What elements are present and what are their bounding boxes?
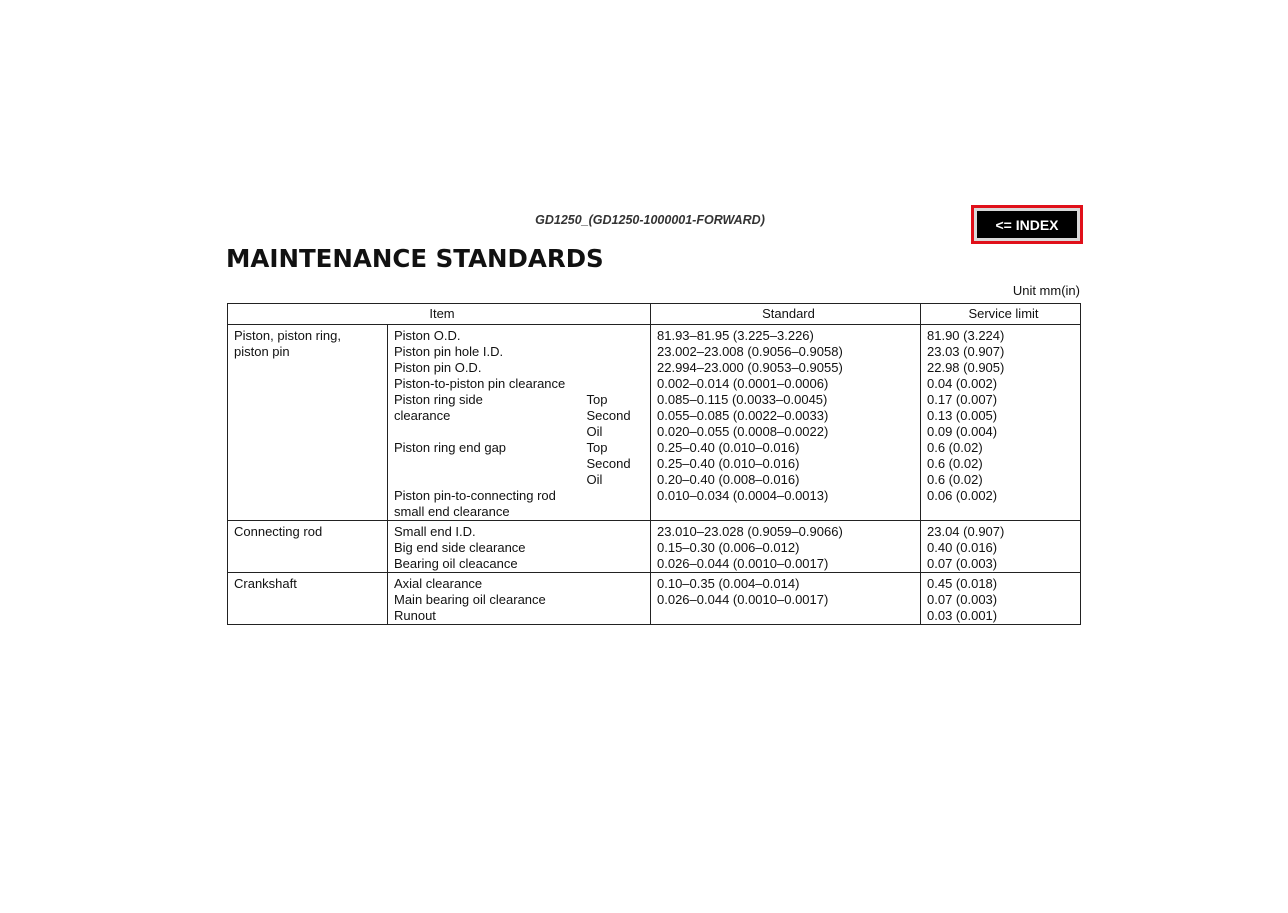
standard-cell: 0.010–0.034 (0.0004–0.0013): [651, 488, 921, 504]
standard-cell: 0.055–0.085 (0.0022–0.0033): [651, 408, 921, 424]
item-cell: Bearing oil cleacance: [388, 556, 581, 573]
item-cell: small end clearance: [388, 504, 581, 521]
item-cell: Main bearing oil clearance: [394, 592, 546, 607]
item-cell: Small end I.D.: [394, 524, 476, 539]
standard-cell: 23.010–23.028 (0.9059–0.9066): [651, 521, 921, 541]
table-row: [228, 556, 1081, 573]
table-row: [228, 392, 1081, 408]
category-cell: [228, 472, 388, 488]
category-cell: piston pin: [228, 344, 388, 360]
sub-item-cell: [581, 608, 651, 625]
category-cell: [228, 556, 388, 573]
item-cell: Piston pin hole I.D.: [394, 344, 504, 359]
standard-cell: 0.002–0.014 (0.0001–0.0006): [651, 376, 921, 392]
sub-item-cell: [581, 521, 651, 541]
item-cell: clearance: [394, 408, 451, 423]
category-cell: [228, 504, 388, 521]
standard-cell: 0.20–0.40 (0.008–0.016): [651, 472, 921, 488]
document-header: GD1250_(GD1250-1000001-FORWARD): [535, 213, 765, 227]
service-limit-cell: 0.45 (0.018): [921, 573, 1081, 593]
category-cell: [228, 540, 388, 556]
item-cell: Piston ring end gap: [394, 440, 507, 455]
table-row: [228, 360, 1081, 376]
item-cell: Piston O.D.: [394, 328, 461, 343]
sub-item-cell: [581, 504, 651, 521]
service-limit-cell: 0.03 (0.001): [921, 608, 1081, 625]
standard-cell: 0.026–0.044 (0.0010–0.0017): [651, 592, 921, 608]
column-header-standard: Standard: [651, 304, 921, 325]
page-title: MAINTENANCE STANDARDS: [226, 244, 604, 273]
sub-item-cell: Second: [586, 408, 631, 423]
standard-cell: 0.25–0.40 (0.010–0.016): [651, 440, 921, 456]
service-limit-cell: 0.04 (0.002): [921, 376, 1081, 392]
sub-item-cell: [581, 488, 651, 504]
table-row: [228, 573, 1081, 593]
category-cell: Connecting rod: [228, 521, 388, 541]
standard-cell: 22.994–23.000 (0.9053–0.9055): [651, 360, 921, 376]
table-row: [228, 376, 1081, 392]
item-cell: Piston pin O.D.: [394, 360, 482, 375]
item-cell: Big end side clearance: [394, 540, 526, 555]
service-limit-cell: 0.09 (0.004): [921, 424, 1081, 440]
category-cell: [228, 376, 388, 392]
table-row: [228, 325, 1081, 345]
table-row: [228, 504, 1081, 521]
table-row: [228, 424, 1081, 440]
index-button-label: <= INDEX: [977, 211, 1077, 238]
table-row: [228, 521, 1081, 541]
category-cell: [228, 456, 388, 472]
service-limit-cell: 0.6 (0.02): [921, 440, 1081, 456]
standard-cell: 0.085–0.115 (0.0033–0.0045): [651, 392, 921, 408]
table-row: [228, 440, 1081, 456]
sub-item-cell: Second: [586, 456, 631, 471]
item-cell: [388, 424, 581, 440]
service-limit-cell: 0.06 (0.002): [921, 488, 1081, 504]
sub-item-cell: [581, 344, 651, 360]
category-cell: [228, 592, 388, 608]
category-cell: [228, 392, 388, 408]
category-cell: [228, 408, 388, 424]
table-row: [228, 344, 1081, 360]
service-limit-cell: 0.17 (0.007): [921, 392, 1081, 408]
item-cell: Piston-to-piston pin clearance: [394, 376, 566, 391]
standard-cell: 81.93–81.95 (3.225–3.226): [651, 325, 921, 345]
sub-item-cell: [581, 540, 651, 556]
standard-cell: 0.026–0.044 (0.0010–0.0017): [651, 556, 921, 573]
category-cell: [228, 424, 388, 440]
item-cell: Piston pin-to-connecting rod: [394, 488, 556, 503]
standard-cell: 0.020–0.055 (0.0008–0.0022): [651, 424, 921, 440]
sub-item-cell: [581, 325, 651, 345]
sub-item-cell: [581, 556, 651, 573]
item-cell: Axial clearance: [394, 576, 483, 591]
service-limit-cell: [921, 504, 1081, 521]
service-limit-cell: 0.07 (0.003): [921, 592, 1081, 608]
sub-item-cell: Top: [586, 392, 608, 407]
category-cell: Crankshaft: [228, 573, 388, 593]
sub-item-cell: Top: [586, 440, 608, 455]
service-limit-cell: 0.13 (0.005): [921, 408, 1081, 424]
category-cell: [228, 440, 388, 456]
maintenance-standards-table: [227, 303, 1081, 625]
service-limit-cell: 0.6 (0.02): [921, 456, 1081, 472]
column-header-item: Item: [228, 304, 651, 325]
table-row: [228, 540, 1081, 556]
table-row: [228, 488, 1081, 504]
table-row: [228, 456, 1081, 472]
column-header-service-limit: Service limit: [921, 304, 1081, 325]
index-button[interactable]: [971, 205, 1083, 244]
sub-item-cell: [581, 360, 651, 376]
service-limit-cell: 0.07 (0.003): [921, 556, 1081, 573]
sub-item-cell: [581, 592, 651, 608]
table-body: [228, 325, 1081, 625]
item-cell: [388, 456, 581, 472]
service-limit-cell: 23.04 (0.907): [921, 521, 1081, 541]
standard-cell: [651, 608, 921, 625]
table-row: [228, 472, 1081, 488]
standard-cell: [651, 504, 921, 521]
category-cell: Piston, piston ring,: [228, 325, 388, 345]
category-cell: [228, 608, 388, 625]
category-cell: [228, 488, 388, 504]
table-row: [228, 592, 1081, 608]
service-limit-cell: 22.98 (0.905): [921, 360, 1081, 376]
sub-item-cell: [581, 376, 651, 392]
table-row: [228, 408, 1081, 424]
service-limit-cell: 81.90 (3.224): [921, 325, 1081, 345]
item-cell: Runout: [388, 608, 581, 625]
table-row: [228, 608, 1081, 625]
sub-item-cell: [581, 573, 651, 593]
item-cell: Piston ring side: [394, 392, 483, 407]
service-limit-cell: 0.6 (0.02): [921, 472, 1081, 488]
standard-cell: 23.002–23.008 (0.9056–0.9058): [651, 344, 921, 360]
item-cell: [388, 472, 581, 488]
sub-item-cell: Oil: [586, 472, 603, 487]
standard-cell: 0.25–0.40 (0.010–0.016): [651, 456, 921, 472]
standard-cell: 0.10–0.35 (0.004–0.014): [651, 573, 921, 593]
service-limit-cell: 23.03 (0.907): [921, 344, 1081, 360]
category-cell: [228, 360, 388, 376]
service-limit-cell: 0.40 (0.016): [921, 540, 1081, 556]
standard-cell: 0.15–0.30 (0.006–0.012): [651, 540, 921, 556]
unit-label: Unit mm(in): [1012, 283, 1080, 298]
sub-item-cell: Oil: [586, 424, 603, 439]
